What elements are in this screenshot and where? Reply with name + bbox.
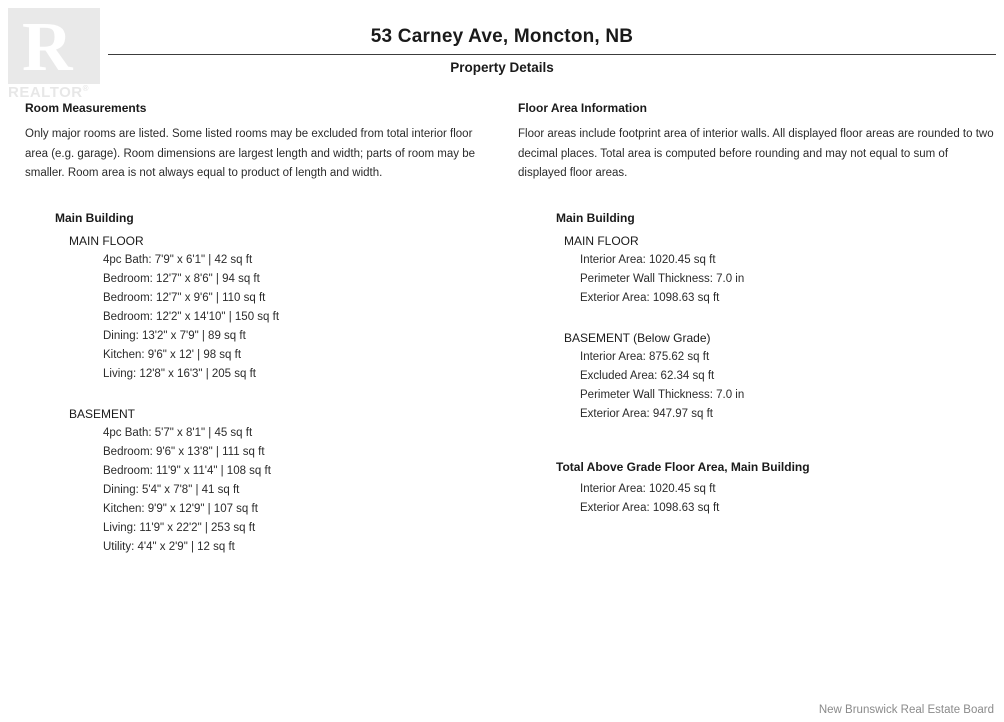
right-floor-name-basement: BASEMENT (Below Grade)	[564, 330, 711, 345]
floor-area-note: Floor areas include footprint area of interior walls. All displayed floor areas are rounded to two decimal places. Total area is computed before rounding and may not equal to sum of displayed floor areas.	[518, 128, 994, 179]
room-line: Dining: 5'4" x 7'8" | 41 sq ft	[103, 483, 240, 496]
room-line: Bedroom: 12'7" x 9'6" | 110 sq ft	[103, 291, 266, 304]
footer-credit: New Brunswick Real Estate Board	[818, 704, 994, 716]
spacer	[518, 308, 996, 325]
floor-area-heading: Floor Area Information	[518, 101, 647, 115]
stat-line: Perimeter Wall Thickness: 7.0 in	[580, 388, 745, 401]
room-line: Bedroom: 12'7" x 8'6" | 94 sq ft	[103, 272, 260, 285]
stat-line: Exterior Area: 1098.63 sq ft	[580, 501, 720, 514]
floor-area-column	[518, 99, 996, 518]
stat-line: Interior Area: 1020.45 sq ft	[580, 253, 716, 266]
logo-trademark: ®	[82, 84, 90, 93]
left-floor-name-main: MAIN FLOOR	[69, 233, 144, 248]
logo-letter: R	[22, 9, 73, 86]
room-line: 4pc Bath: 7'9" x 6'1" | 42 sq ft	[103, 253, 253, 266]
stat-line: Interior Area: 1020.45 sq ft	[580, 482, 716, 495]
room-line: Living: 11'9" x 22'2" | 253 sq ft	[103, 521, 256, 534]
room-line: 4pc Bath: 5'7" x 8'1" | 45 sq ft	[103, 426, 253, 439]
stat-line: Excluded Area: 62.34 sq ft	[580, 369, 715, 382]
room-line: Utility: 4'4" x 2'9" | 12 sq ft	[103, 540, 235, 553]
left-building-name: Main Building	[55, 210, 134, 225]
title-divider	[108, 54, 996, 55]
room-line: Kitchen: 9'9" x 12'9" | 107 sq ft	[103, 502, 258, 515]
total-above-grade-heading: Total Above Grade Floor Area, Main Building	[556, 459, 810, 474]
stat-line: Interior Area: 875.62 sq ft	[580, 350, 710, 363]
room-line: Bedroom: 12'2" x 14'10" | 150 sq ft	[103, 310, 280, 323]
room-measurements-column	[25, 99, 495, 557]
right-building-name: Main Building	[556, 210, 635, 225]
stat-line: Exterior Area: 947.97 sq ft	[580, 407, 713, 420]
page-subtitle: Property Details	[450, 60, 554, 75]
left-floor-name-basement: BASEMENT	[69, 406, 136, 421]
logo-wordmark-text: REALTOR	[8, 84, 83, 101]
right-floor-name-main: MAIN FLOOR	[564, 233, 639, 248]
room-measurements-note: Only major rooms are listed. Some listed rooms may be excluded from total interior floor area (e.g. garage). Room dimensions are largest length and width; parts of room may be smaller. Room area is not always equal to product of length and width.	[25, 128, 476, 179]
room-line: Bedroom: 9'6" x 13'8" | 111 sq ft	[103, 445, 265, 458]
stat-line: Exterior Area: 1098.63 sq ft	[580, 291, 720, 304]
spacer	[518, 424, 996, 458]
realtor-logo-watermark	[8, 8, 108, 108]
room-measurements-heading: Room Measurements	[25, 101, 147, 115]
room-line: Dining: 13'2" x 7'9" | 89 sq ft	[103, 329, 246, 342]
room-line: Living: 12'8" x 16'3" | 205 sq ft	[103, 367, 256, 380]
spacer	[25, 384, 495, 401]
page-title: 53 Carney Ave, Moncton, NB	[370, 26, 634, 47]
stat-line: Perimeter Wall Thickness: 7.0 in	[580, 272, 745, 285]
room-line: Bedroom: 11'9" x 11'4" | 108 sq ft	[103, 464, 271, 477]
room-line: Kitchen: 9'6" x 12' | 98 sq ft	[103, 348, 242, 361]
